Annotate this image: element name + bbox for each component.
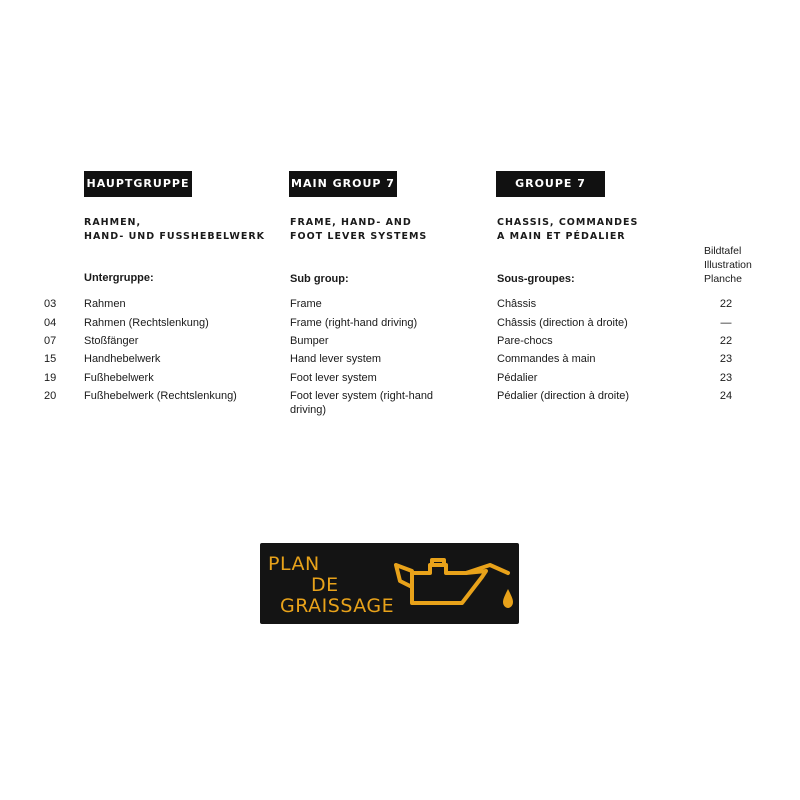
subgroup-code: 19 — [44, 372, 57, 384]
heading-line: FRAME, HAND- AND — [290, 217, 412, 228]
row-label-fr: Commandes à main — [497, 353, 596, 365]
row-label-en: Frame — [290, 298, 322, 310]
row-label-de: Rahmen (Rechtslenkung) — [84, 317, 209, 329]
row-label-de: Fußhebelwerk (Rechtslenkung) — [84, 390, 237, 402]
plate-column-header — [704, 244, 752, 286]
logo-line: GRAISSAGE — [280, 595, 395, 617]
subgroup-code: 04 — [44, 317, 57, 329]
row-label-en: Bumper — [290, 335, 329, 347]
plate-number: 24 — [719, 390, 733, 402]
row-label-de: Rahmen — [84, 298, 126, 310]
plate-number: 23 — [719, 353, 733, 365]
plate-header-line: Planche — [704, 273, 742, 285]
subgroup-label-en: Sub group: — [290, 273, 349, 285]
group-badge-en: MAIN GROUP 7 — [289, 171, 397, 197]
row-label-fr: Châssis (direction à droite) — [497, 317, 628, 329]
plan-de-graissage-logo[interactable] — [260, 543, 519, 624]
section-heading-de — [84, 216, 265, 244]
plate-header-line: Bildtafel — [704, 245, 742, 257]
heading-line: CHASSIS, COMMANDES — [497, 217, 639, 228]
row-label-en: Hand lever system — [290, 353, 382, 365]
subgroup-code: 15 — [44, 353, 57, 365]
logo-line: PLAN — [268, 553, 320, 575]
section-heading-en — [290, 216, 427, 244]
subgroup-code: 20 — [44, 390, 57, 402]
row-label-de: Fußhebelwerk — [84, 372, 154, 384]
heading-line: FOOT LEVER SYSTEMS — [290, 231, 428, 242]
group-badge-fr: GROUPE 7 — [496, 171, 605, 197]
subgroup-label-de: Untergruppe: — [84, 272, 154, 284]
row-label-fr: Pédalier (direction à droite) — [497, 390, 630, 402]
subgroup-code: 03 — [44, 298, 57, 310]
subgroup-label-fr: Sous-groupes: — [497, 273, 575, 285]
heading-line: RAHMEN, — [84, 217, 142, 228]
row-label-en: Foot lever system (right-hand driving) — [290, 390, 434, 416]
row-label-de: Stoßfänger — [84, 335, 139, 347]
plate-header-line: Illustration — [704, 259, 752, 271]
row-label-en: Foot lever system — [290, 372, 377, 384]
group-badge-de: HAUPTGRUPPE 7 — [84, 171, 192, 197]
plate-number: 22 — [719, 335, 733, 347]
plate-number: 23 — [719, 372, 733, 384]
heading-line: HAND- UND FUSSHEBELWERK — [84, 231, 266, 242]
row-label-fr: Pare-chocs — [497, 335, 553, 347]
plate-number: 22 — [719, 298, 733, 310]
row-label-fr: Pédalier — [497, 372, 538, 384]
logo-line: DE — [311, 574, 339, 596]
plate-number: — — [720, 317, 732, 329]
section-heading-fr — [497, 216, 638, 244]
heading-line: A MAIN ET PÉDALIER — [497, 231, 626, 242]
row-label-en: Frame (right-hand driving) — [290, 317, 418, 329]
subgroup-code: 07 — [44, 335, 57, 347]
oil-can-icon — [390, 543, 520, 624]
row-label-de: Handhebelwerk — [84, 353, 161, 365]
row-label-fr: Châssis — [497, 298, 537, 310]
